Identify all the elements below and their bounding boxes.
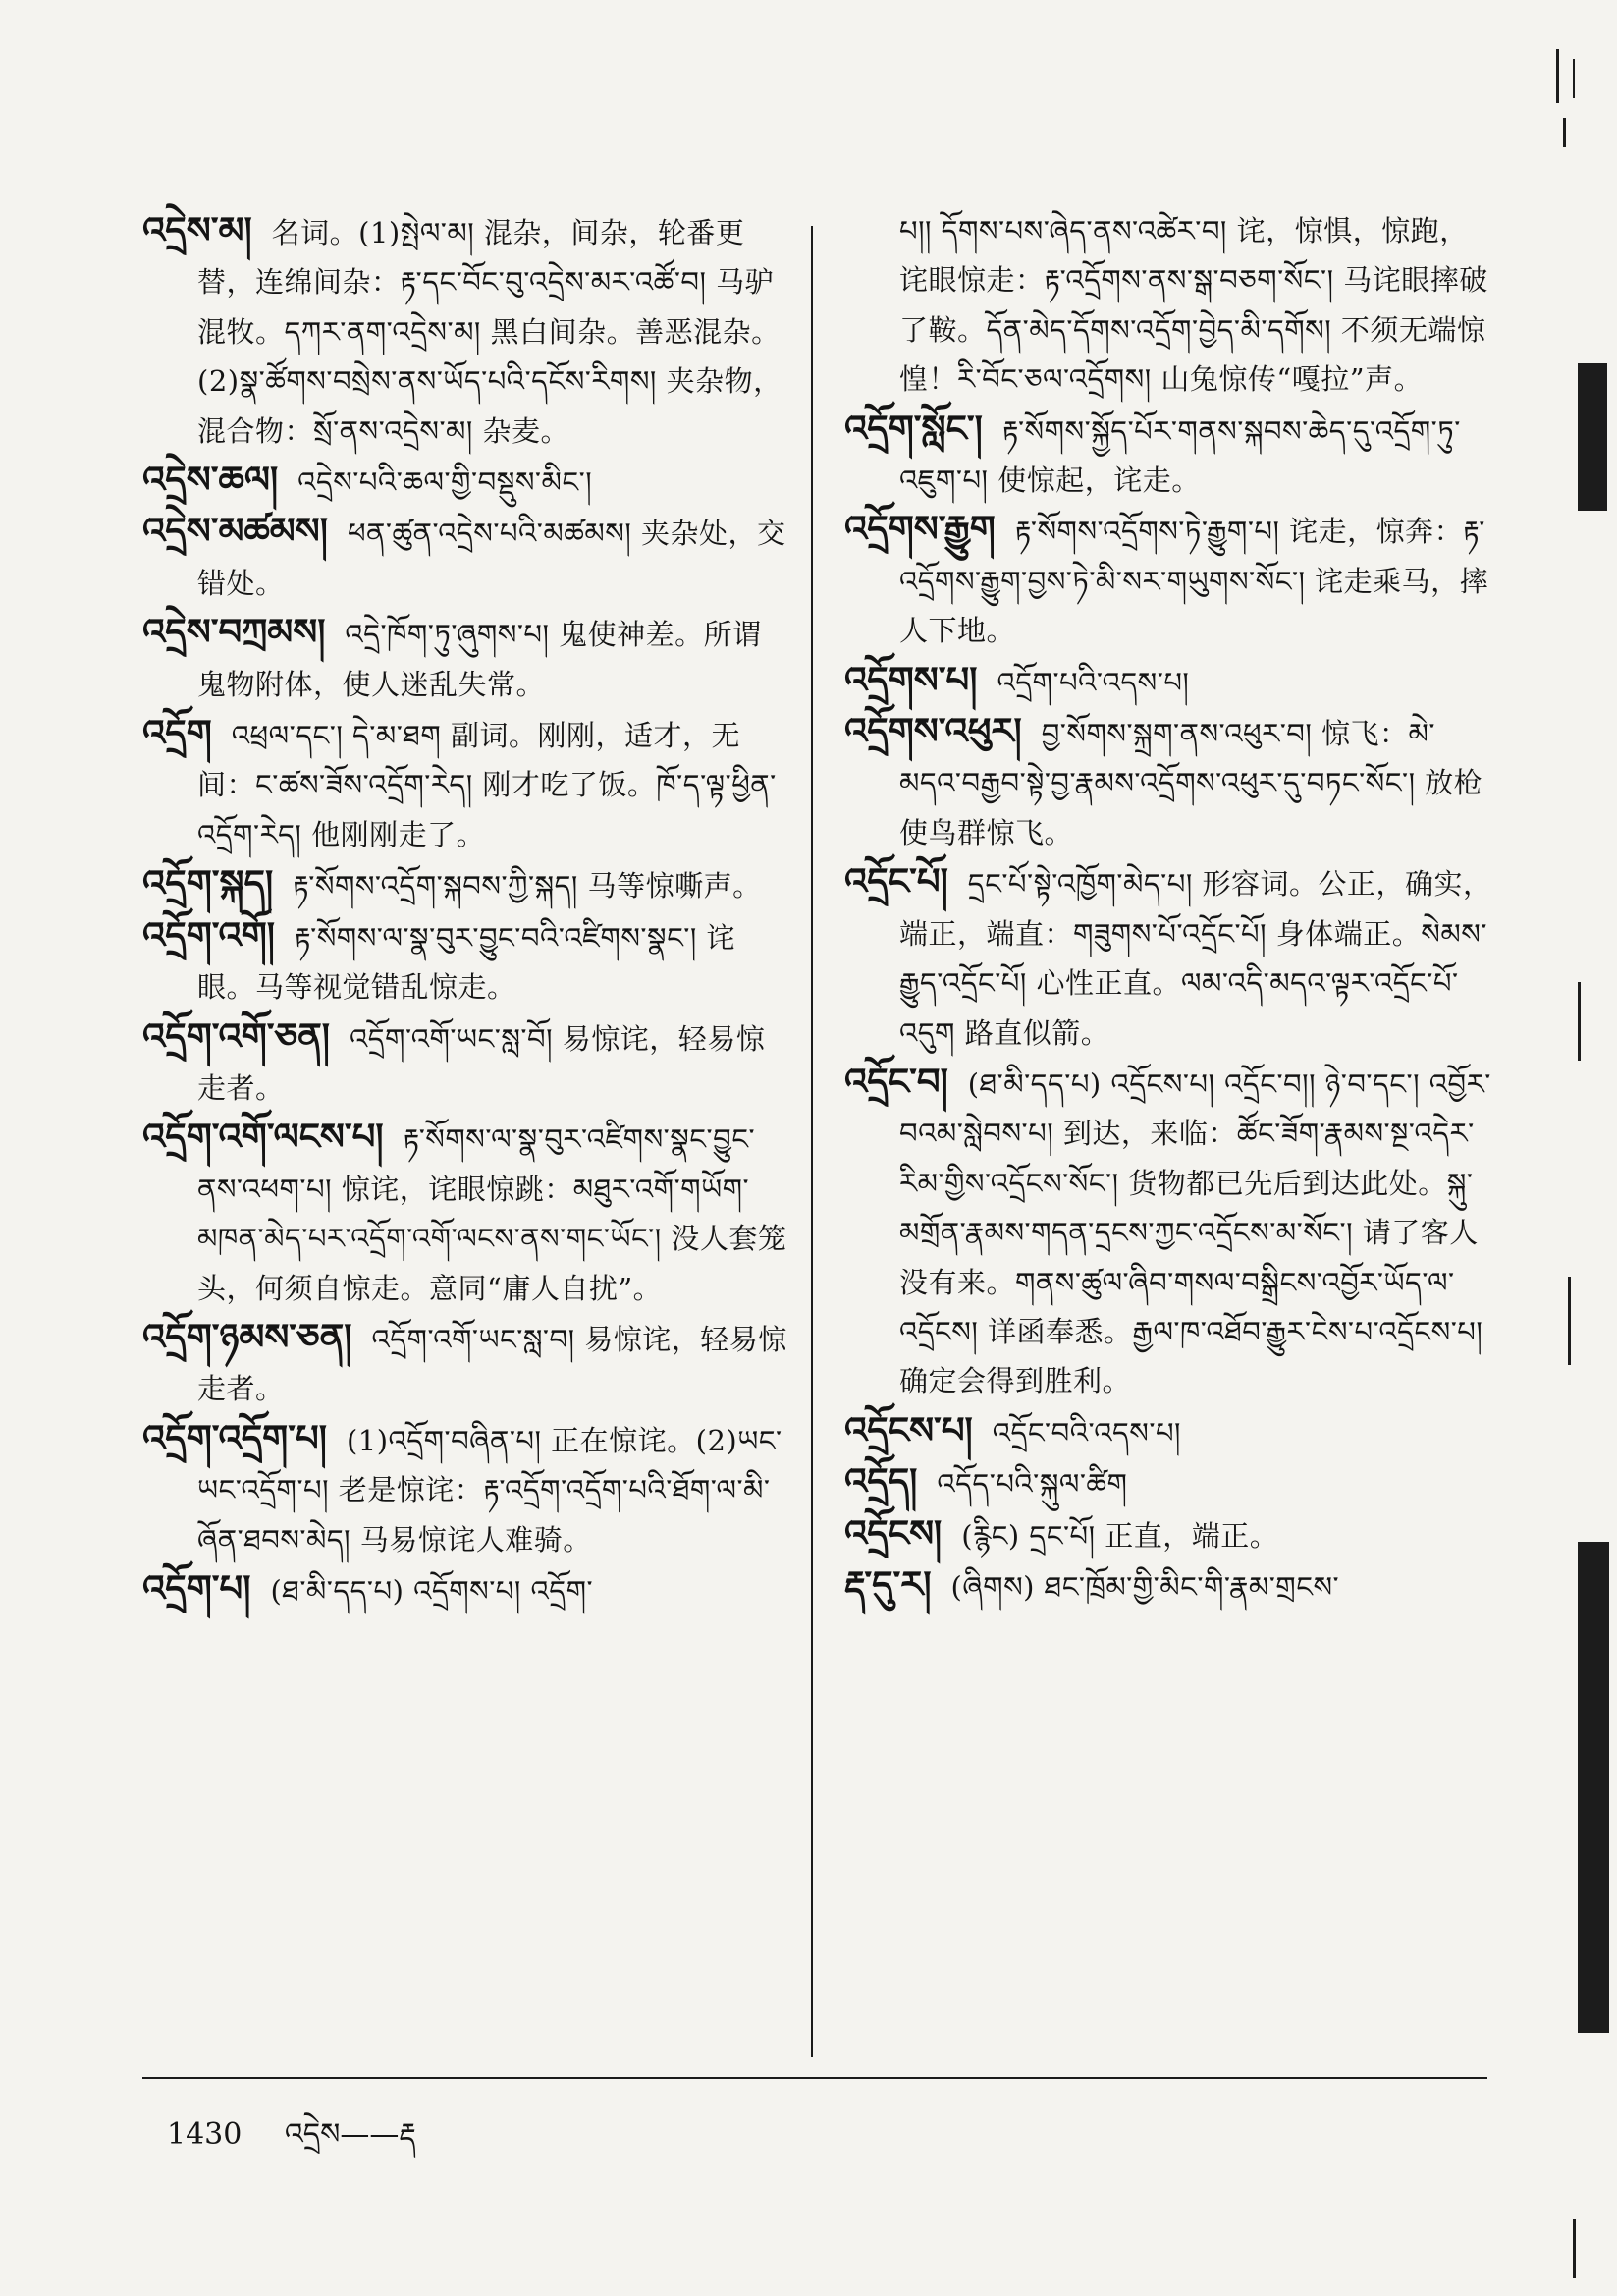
entry-definition: རྟ་སོགས་སྐྱོད་པོར་གནས་སྐབས་ཆེད་དུ་འདྲོག་ཏུ་འཇུག་པ། 使惊起，诧走。 (899, 413, 1461, 498)
entry-headword: འདྲོགས་རྒྱུག (844, 508, 996, 551)
entry-definition: འདྲེ་ཁོག་ཏུ་ཞུགས་པ། 鬼使神差。所谓鬼物附体，使人迷乱失常。 (197, 618, 762, 701)
entry-headword: འདྲེས་མཚམས། (142, 510, 328, 553)
entry-headword: འདྲོག་སློང་། (844, 407, 983, 450)
entry-definition: འདྲེས་པའི་ཆལ་གྱི་བསྡུས་མིང་། (297, 465, 593, 500)
page-range-header: འདྲེས——རྡ (284, 2117, 416, 2152)
entry-definition: རྟ་སོགས་ལ་སྣ་བུར་འཛིགས་སྣང་བྱུང་ནས་འཕག་པ། 惊诧，诧眼惊跳：མཐུར་འགོ་གཡོག་མཁན་མེད་པར་འདྲོག་འགོ་ལངས་ནས་གང་ཡོང་། 没人套笼头，何须自惊走。意同“庸人自扰”。 (197, 1122, 787, 1305)
column-divider (811, 226, 813, 2057)
dictionary-entry (142, 911, 790, 1012)
entry-definition: རྟ་སོགས་འདྲོག་སྐབས་ཀྱི་སྐད། 马等惊嘶声。 (293, 869, 762, 903)
entry-definition: (ཐ་མི་དད་པ) འདྲོགས་པ། འདྲོག་ (270, 1573, 594, 1608)
dictionary-entry (142, 507, 790, 608)
entry-headword: འདྲེས་བཀྲམས། (142, 611, 326, 654)
entry-definition: ཕན་ཚུན་འདྲེས་པའི་མཚམས། 夹杂处，交错处。 (197, 517, 786, 600)
entry-headword: འདྲོགས་པ། (844, 658, 978, 701)
entry-headword: འདྲོག (142, 712, 212, 755)
entry-definition: དྲང་པོ་སྟེ་འཁྱོག་མེད་པ། 形容词。公正，确实，端正，端直：གཟུགས་པོ་འདྲོང་པོ། 身体端正。སེམས་རྒྱུད་འདྲོང་པོ། 心性正直。ལམ་འདི་མདའ་ལྟར་འདྲོང་པོ་འདུག 路直似箭。 (899, 867, 1492, 1050)
dictionary-entry (844, 857, 1492, 1058)
entry-definition: རྟ་སོགས་ལ་སྣ་བུར་བྱུང་བའི་འཛིགས་སྣང་། 诧眼。马等视觉错乱惊走。 (197, 920, 736, 1005)
entry-headword: འདྲོག་འགོ་ཅན། (142, 1014, 330, 1058)
entry-headword: འདྲེས་མ། (142, 209, 252, 251)
entry-definition: (ཞིགས) ཐང་ཁྲོམ་གྱི་མིང་གི་རྣམ་གྲངས་ (950, 1569, 1340, 1604)
entry-definition: པ།། དོགས་པས་ཞེད་ནས་འཚེར་བ། 诧，惊惧，惊跑，诧眼惊走：རྟ་འདྲོགས་ནས་སྒ་བཅག་སོང་། 马诧眼摔破了鞍。དོན་མེད་དོགས་འདྲོག་བྱེད་མི་དགོས། 不须无端惊惶！རི་བོང་ཅལ་འདྲོགས། 山兔惊传“嘎拉”声。 (899, 214, 1488, 397)
entry-headword: འདྲོགས་འཕུར། (844, 710, 1022, 753)
entry-headword: འདྲོངས་པ། (844, 1408, 973, 1451)
entry-headword: འདྲོད། (844, 1460, 918, 1503)
page-number: 1430 (167, 2117, 243, 2152)
dictionary-entry (142, 709, 790, 859)
dictionary-entry (142, 1564, 790, 1615)
entry-headword: འདྲོག་འགོ། (142, 913, 276, 957)
entry-definition: 名词。(1)སྤེལ་མ། 混杂，间杂，轮番更替，连绵间杂：རྟ་དང་བོང་བུ་འདྲེས་མར་འཚོ་བ། 马驴混牧。དཀར་ནག་འདྲེས་མ། 黑白间杂。善恶混杂。(2)སྣ་ཚོགས་བསྲེས་ནས་ཡོད་པའི་དངོས་རིགས། 夹杂物，混合物：སྲོ་ནས་འདྲེས་མ། 杂麦。 (197, 216, 782, 448)
entry-headword: འདྲོངས། (844, 1511, 943, 1555)
dictionary-entry (844, 206, 1492, 405)
dictionary-entry (142, 206, 790, 456)
entry-definition: འདོད་པའི་སྐུལ་ཚིག (937, 1467, 1128, 1502)
dictionary-entry (844, 1457, 1492, 1508)
dictionary-entry (844, 1406, 1492, 1457)
entry-definition: (ཐ་མི་དད་པ) འདྲོངས་པ། འདྲོང་བ།། ཉེ་བ་དང་། འབྱོར་བའམ་སླེབས་པ། 到达，来临：ཚོང་ཟོག་རྣམས་སྔ་འདེར་རིམ་གྱིས་འདྲོངས་སོང་། 货物都已先后到达此处。སྐུ་མགྲོན་རྣམས་གདན་དྲངས་ཀྱང་འདྲོངས་མ་སོང་། 请了客人没有来。གནས་ཚུལ་ཞིབ་གསལ་བསྒྲིངས་འབྱོར་ཡོད་ལ་འདྲོངས། 详函奉悉。རྒྱལ་ཁ་འཐོབ་རྒྱུར་ངེས་པ་འདྲོངས་པ། 确定会得到胜利。 (899, 1066, 1491, 1398)
entry-definition: འཕྲལ་དང་། དེ་མ་ཐག 副词。刚刚，适才，无间：ང་ཚས་ཟོས་འདྲོག་རེད། 刚才吃了饭。ཁོ་ད་ལྟ་ཕྱིན་འདྲོག་རེད། 他刚刚走了。 (197, 719, 777, 851)
dictionary-entry (142, 456, 790, 507)
entry-headword: འདྲོག་ཉམས་ཅན། (142, 1315, 352, 1358)
left-column (142, 206, 790, 1615)
page-footer (167, 2102, 416, 2184)
entry-definition: འདྲོང་བའི་འདས་པ། (992, 1415, 1181, 1449)
right-column (844, 206, 1492, 1612)
dictionary-entry (142, 608, 790, 709)
dictionary-entry (142, 1313, 790, 1414)
dictionary-entry (142, 1113, 790, 1313)
dictionary-entry (844, 707, 1492, 857)
entry-definition: འདྲོག་འགོ་ཡང་སླ་བོ། 易惊诧，轻易惊走者。 (197, 1021, 766, 1105)
entry-definition: རྟ་སོགས་འདྲོགས་ཏེ་རྒྱུག་པ། 诧走，惊奔：རྟ་འདྲོགས་རྒྱུག་བྱས་ཏེ་མི་སར་གཡུགས་སོང་། 诧走乘马，摔人下地。 (899, 515, 1489, 648)
entry-definition: འདྲོག་པའི་འདས་པ། (997, 665, 1190, 699)
entry-headword: འདྲོག་འདྲོག་པ། (142, 1416, 327, 1459)
entry-headword: འདྲོང་བ། (844, 1060, 948, 1103)
dictionary-entry (844, 1509, 1492, 1560)
dictionary-entry (844, 505, 1492, 655)
dictionary-entry (142, 859, 790, 910)
entry-headword: འདྲོག་སྐད། (142, 862, 274, 905)
scan-edge-marks (1529, 0, 1617, 2296)
entry-definition: (1)འདྲོག་བཞིན་པ། 正在惊诧。(2)ཡང་ཡང་འདྲོག་པ། 老是惊诧：རྟ་འདྲོག་འདྲོག་པའི་ཐོག་ལ་མི་ཞོན་ཐབས་མེད། 马易惊诧人难骑。 (197, 1423, 782, 1557)
entry-headword: འདྲོག་འགོ་ལངས་པ། (142, 1116, 384, 1159)
entry-headword: འདྲོང་པོ། (844, 860, 948, 903)
dictionary-entry (844, 405, 1492, 506)
entry-headword: རྡ་དུ་ར། (844, 1562, 932, 1606)
entry-definition: (རྙིང) དྲང་པོ། 正直，端正。 (961, 1518, 1279, 1553)
dictionary-entry (844, 1058, 1492, 1406)
entry-definition: འདྲོག་འགོ་ཡང་སླ་བ། 易惊诧，轻易惊走者。 (197, 1322, 787, 1406)
entry-definition: བྱ་སོགས་སྐྲག་ནས་འཕུར་བ། 惊飞：མེ་མདའ་བརྒྱབ་སྟེ་བྱ་རྣམས་འདྲོགས་འཕུར་དུ་བཏང་སོང་། 放枪使鸟群惊飞。 (899, 717, 1483, 849)
entry-headword: འདྲོག་པ། (142, 1566, 251, 1610)
entry-headword: འདྲེས་ཆལ། (142, 459, 279, 502)
dictionary-entry (844, 656, 1492, 707)
footer-rule (142, 2077, 1487, 2079)
dictionary-entry (142, 1012, 790, 1114)
dictionary-entry (844, 1560, 1492, 1612)
dictionary-entry (142, 1414, 790, 1564)
